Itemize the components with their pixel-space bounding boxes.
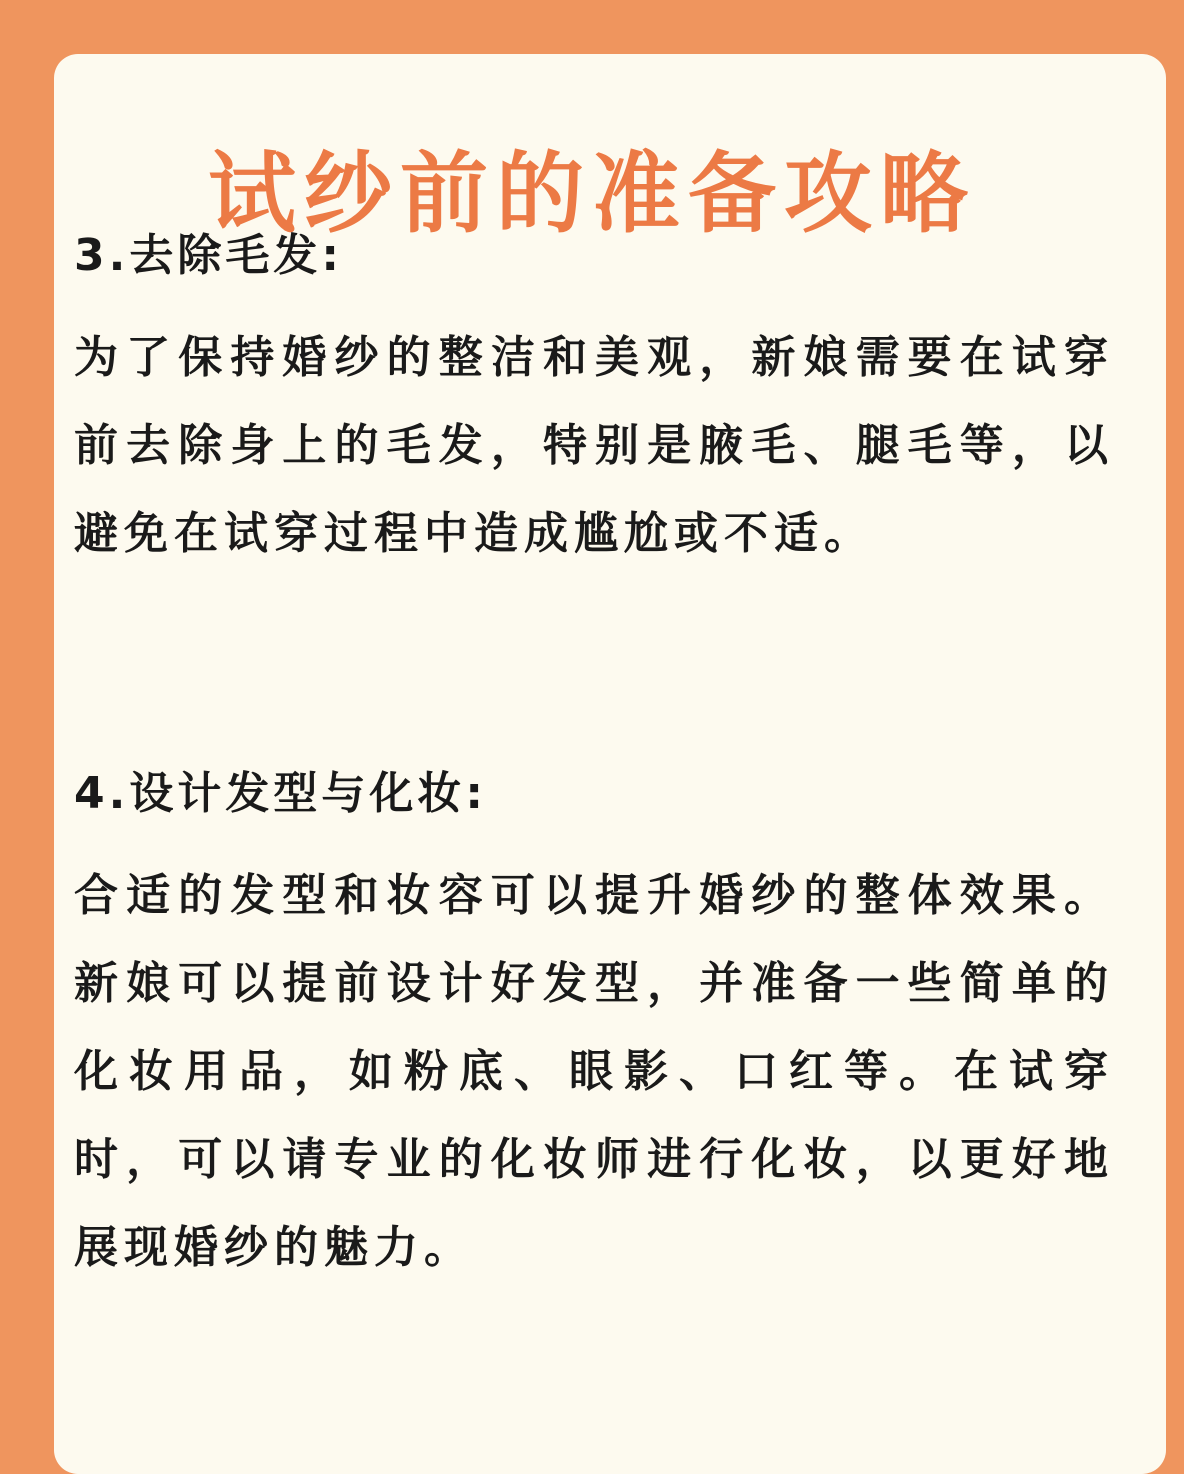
section-hair-removal bbox=[74, 226, 1114, 578]
section-body: 合适的发型和妆容可以提升婚纱的整体效果。新娘可以提前设计好发型，并准备一些简单的化妆用品，如粉底、眼影、口红等。在试穿时，可以请专业的化妆师进行化妆，以更好地展现婚纱的魅力。 bbox=[74, 870, 1114, 1273]
section-heading: 4.设计发型与化妆: bbox=[74, 768, 487, 819]
page-title: 试纱前的准备攻略 bbox=[207, 141, 976, 245]
section-body: 为了保持婚纱的整洁和美观，新娘需要在试穿前去除身上的毛发，特别是腋毛、腿毛等，以避免在试穿过程中造成尴尬或不适。 bbox=[74, 332, 1114, 559]
section-heading: 3.去除毛发: bbox=[74, 230, 343, 281]
section-hair-makeup bbox=[74, 764, 1114, 1292]
